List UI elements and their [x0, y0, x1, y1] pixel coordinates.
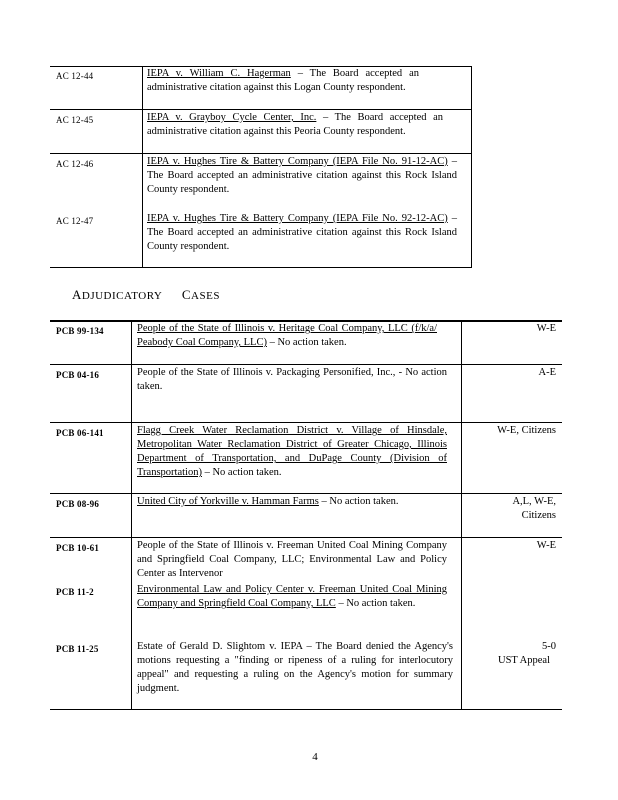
case-title[interactable]: IEPA v. Hughes Tire & Battery Company (IEPA File No. 92-12-AC) — [147, 213, 448, 224]
adj-table-rule — [50, 493, 562, 494]
case-title[interactable]: United City of Yorkville v. Hamman Farms — [137, 496, 319, 507]
vote-label: 5-0 — [542, 641, 556, 652]
vote-label: W-E — [536, 540, 556, 551]
case-entry — [147, 212, 457, 254]
vote-label: A,L, W-E, Citizens — [512, 496, 556, 521]
case-title[interactable]: IEPA v. William C. Hagerman — [147, 68, 291, 79]
docket-number: AC 12-46 — [56, 159, 94, 169]
case-summary: – The Board accepted an administrative citation against this Logan County respondent. — [147, 68, 419, 93]
adj-table-divider — [461, 320, 462, 709]
vote-label-type: UST Appeal — [497, 655, 550, 666]
docket-number: PCB 08-96 — [56, 499, 100, 509]
ac-table-rule — [50, 109, 472, 110]
ac-table-divider — [142, 66, 143, 267]
case-entry — [137, 583, 447, 611]
vote-label: A-E — [538, 367, 556, 378]
vote-label: W-E, Citizens — [497, 425, 556, 436]
page-number: 4 — [312, 751, 318, 763]
case-entry — [137, 539, 447, 581]
case-entry — [147, 155, 457, 197]
case-summary: – No action taken. — [201, 467, 282, 478]
case-summary: People of the State of Illinois v. Freeman United Coal Mining Company and Springfield Coal Company, LLC; Environmental Law and Policy Center as Intervenor — [137, 540, 447, 579]
adj-table-divider — [131, 320, 132, 709]
case-entry — [147, 67, 419, 95]
case-title[interactable]: IEPA v. Hughes Tire & Battery Company (IEPA File No. 91-12-AC) — [147, 156, 448, 167]
case-entry — [147, 111, 443, 139]
case-summary: – The Board accepted an administrative citation against this Rock Island County respondent. — [147, 213, 457, 252]
case-summary: Estate of Gerald D. Slightom v. IEPA – The Board denied the Agency's motions requesting a "finding or ripeness of a ruling for interlocutory appeal" and requesting a ruling on the Agency's motion for summary judgment. — [137, 641, 453, 694]
section-heading: ADJUDICATORY CASES — [72, 287, 220, 302]
case-summary: – The Board accepted an administrative citation against this Peoria County respondent. — [147, 112, 443, 137]
docket-number: PCB 11-25 — [56, 644, 99, 654]
adj-table-bottom-rule — [50, 709, 562, 710]
case-entry — [137, 424, 447, 480]
case-title[interactable]: Flagg Creek Water Reclamation District v. Village of Hinsdale, Metropolitan Water Reclamation District of Greater Chicago, Illinois Department of Transportation, and DuPage County (Division of Transportation) — [137, 425, 447, 478]
ac-table-bottom-rule — [50, 267, 472, 268]
docket-number: PCB 11-2 — [56, 587, 94, 597]
ac-table-rule — [50, 153, 472, 154]
case-entry — [137, 495, 447, 509]
adj-table-rule — [50, 537, 562, 538]
case-summary: – No action taken. — [318, 496, 399, 507]
adj-table-rule — [50, 422, 562, 423]
case-summary: People of the State of Illinois v. Packaging Personified, Inc., - No action taken. — [137, 367, 447, 392]
case-summary: – The Board accepted an administrative citation against this Rock Island County respondent. — [147, 156, 457, 195]
docket-number: AC 12-44 — [56, 71, 94, 81]
ac-table-divider — [471, 66, 472, 267]
docket-number: PCB 04-16 — [56, 370, 100, 380]
case-title[interactable]: Environmental Law and Policy Center v. Freeman United Coal Mining Company and Springfield Coal Company, LLC — [137, 584, 447, 609]
docket-number: AC 12-45 — [56, 115, 94, 125]
case-entry — [137, 640, 453, 696]
docket-number: PCB 99-134 — [56, 326, 104, 336]
case-summary: – No action taken. — [335, 598, 416, 609]
adj-table-rule — [50, 364, 562, 365]
docket-number: AC 12-47 — [56, 216, 94, 226]
case-title[interactable]: People of the State of Illinois v. Heritage Coal Company, LLC (f/k/a/ Peabody Coal Company, LLC) — [137, 323, 437, 348]
case-summary: – No action taken. — [266, 337, 347, 348]
vote-label: W-E — [536, 323, 556, 334]
case-entry — [137, 322, 437, 350]
docket-number: PCB 06-141 — [56, 428, 104, 438]
case-entry — [137, 366, 447, 394]
case-title[interactable]: IEPA v. Grayboy Cycle Center, Inc. — [147, 112, 317, 123]
docket-number: PCB 10-61 — [56, 543, 100, 553]
